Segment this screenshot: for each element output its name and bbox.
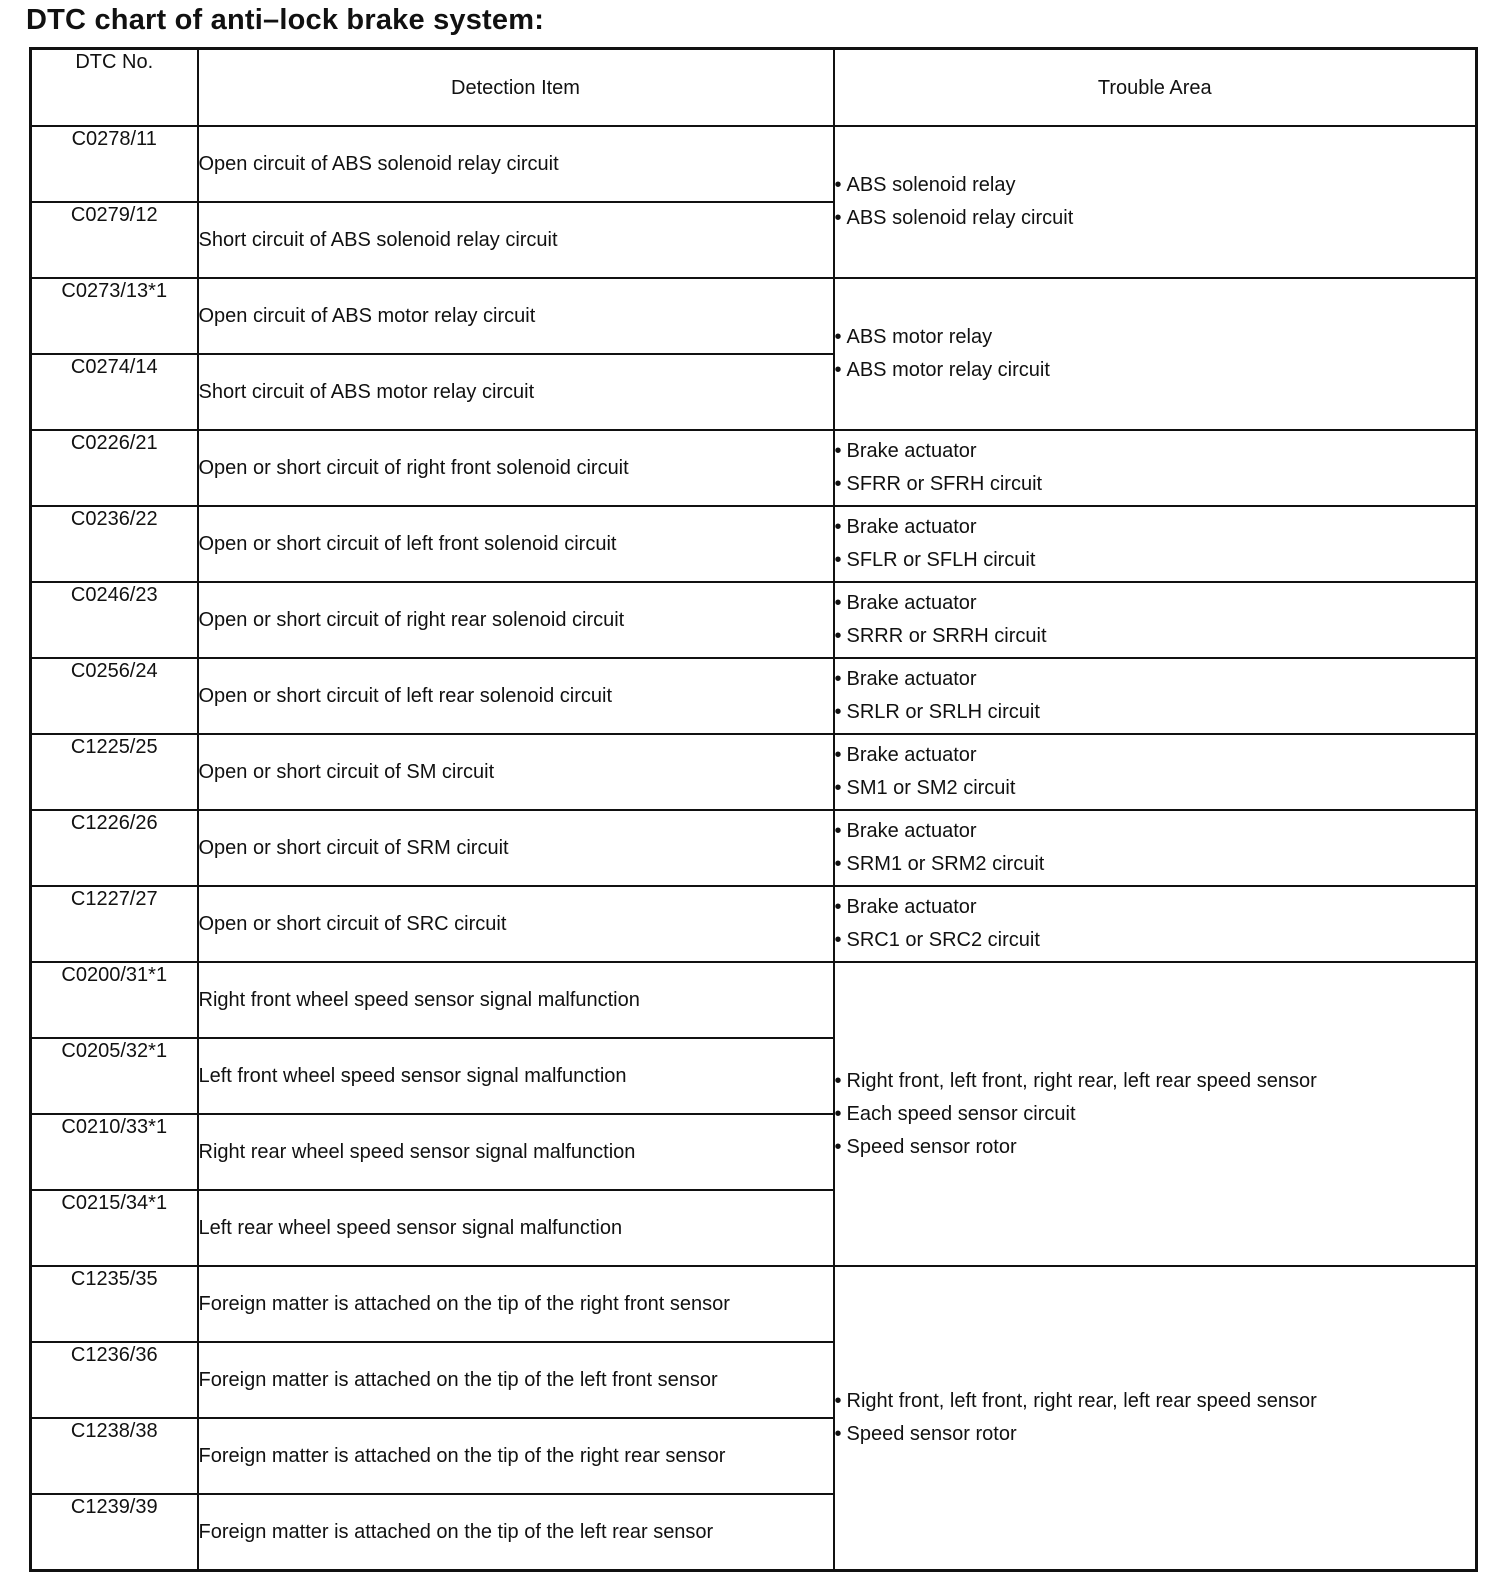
bullet-icon: • [834, 1423, 842, 1445]
trouble-area-line: • ABS motor relay [835, 321, 1476, 354]
bullet-icon: • [834, 207, 842, 229]
trouble-area-line: • SRM1 or SRM2 circuit [835, 848, 1476, 881]
header-trouble-area: Trouble Area [834, 49, 1477, 127]
bullet-icon: • [834, 701, 842, 723]
trouble-area-line: • ABS solenoid relay circuit [835, 202, 1476, 235]
table-row [31, 506, 1477, 582]
bullet-icon: • [834, 777, 842, 799]
table-row [31, 810, 1477, 886]
detection-item: Foreign matter is attached on the tip of the right rear sensor [198, 1418, 834, 1494]
detection-item: Open or short circuit of SRC circuit [198, 886, 834, 962]
trouble-area-line: • Brake actuator [835, 891, 1476, 924]
dtc-code: C0236/22 [31, 506, 198, 582]
detection-item: Open circuit of ABS motor relay circuit [198, 278, 834, 354]
trouble-area [834, 1266, 1477, 1571]
table-row [31, 126, 1477, 202]
trouble-area-line: • Brake actuator [835, 511, 1476, 544]
dtc-code: C0226/21 [31, 430, 198, 506]
detection-item: Right front wheel speed sensor signal malfunction [198, 962, 834, 1038]
detection-item: Short circuit of ABS motor relay circuit [198, 354, 834, 430]
trouble-area-line: • Brake actuator [835, 739, 1476, 772]
bullet-icon: • [834, 668, 842, 690]
bullet-icon: • [834, 820, 842, 842]
bullet-icon: • [834, 1135, 842, 1158]
bullet-icon: • [834, 440, 842, 462]
trouble-area-line: • Brake actuator [835, 587, 1476, 620]
table-row [31, 430, 1477, 506]
dtc-code: C0205/32*1 [31, 1038, 198, 1114]
trouble-area-line: • SFLR or SFLH circuit [835, 544, 1476, 577]
detection-item: Open or short circuit of right front solenoid circuit [198, 430, 834, 506]
dtc-code: C1227/27 [31, 886, 198, 962]
table-row [31, 658, 1477, 734]
detection-item: Open circuit of ABS solenoid relay circuit [198, 126, 834, 202]
bullet-icon: • [834, 1390, 842, 1412]
header-detection-item: Detection Item [198, 49, 834, 127]
bullet-icon: • [834, 853, 842, 875]
trouble-area-line: • ABS motor relay circuit [835, 354, 1476, 387]
table-row [31, 734, 1477, 810]
dtc-code: C1236/36 [31, 1342, 198, 1418]
trouble-area [834, 278, 1477, 430]
bullet-icon: • [834, 1069, 842, 1092]
trouble-area [834, 886, 1477, 962]
dtc-code: C0210/33*1 [31, 1114, 198, 1190]
trouble-area-line: • SRLR or SRLH circuit [835, 696, 1476, 729]
dtc-code: C0273/13*1 [31, 278, 198, 354]
table-row [31, 278, 1477, 354]
trouble-area-line: • SFRR or SFRH circuit [835, 468, 1476, 501]
detection-item: Open or short circuit of left rear solenoid circuit [198, 658, 834, 734]
detection-item: Open or short circuit of SM circuit [198, 734, 834, 810]
dtc-code: C0279/12 [31, 202, 198, 278]
trouble-area-line: • Brake actuator [835, 663, 1476, 696]
dtc-code: C1235/35 [31, 1266, 198, 1342]
trouble-area-line: • Each speed sensor circuit [835, 1098, 1476, 1131]
header-dtc-no: DTC No. [31, 49, 198, 127]
detection-item: Foreign matter is attached on the tip of the left rear sensor [198, 1494, 834, 1571]
trouble-area-line: • Right front, left front, right rear, left rear speed sensor [835, 1385, 1476, 1418]
trouble-area-line: • SRRR or SRRH circuit [835, 620, 1476, 653]
bullet-icon: • [834, 625, 842, 647]
trouble-area [834, 658, 1477, 734]
trouble-area-line: • SRC1 or SRC2 circuit [835, 924, 1476, 957]
dtc-code: C1238/38 [31, 1418, 198, 1494]
bullet-icon: • [834, 744, 842, 766]
trouble-area [834, 810, 1477, 886]
trouble-area [834, 962, 1477, 1266]
trouble-area [834, 582, 1477, 658]
bullet-icon: • [834, 896, 842, 918]
table-row [31, 886, 1477, 962]
table-row [31, 1266, 1477, 1342]
detection-item: Open or short circuit of SRM circuit [198, 810, 834, 886]
dtc-code: C0215/34*1 [31, 1190, 198, 1266]
dtc-code: C1225/25 [31, 734, 198, 810]
trouble-area-line: • Speed sensor rotor [835, 1418, 1476, 1451]
dtc-table [29, 47, 1478, 1572]
bullet-icon: • [834, 326, 842, 348]
dtc-code: C0246/23 [31, 582, 198, 658]
bullet-icon: • [834, 174, 842, 196]
trouble-area-line: • Brake actuator [835, 815, 1476, 848]
detection-item: Left front wheel speed sensor signal malfunction [198, 1038, 834, 1114]
detection-item: Open or short circuit of right rear solenoid circuit [198, 582, 834, 658]
dtc-code: C1226/26 [31, 810, 198, 886]
detection-item: Foreign matter is attached on the tip of the right front sensor [198, 1266, 834, 1342]
bullet-icon: • [834, 929, 842, 951]
detection-item: Short circuit of ABS solenoid relay circuit [198, 202, 834, 278]
trouble-area-line: • Right front, left front, right rear, left rear speed sensor [835, 1065, 1476, 1098]
trouble-area-line: • ABS solenoid relay [835, 169, 1476, 202]
bullet-icon: • [834, 549, 842, 571]
dtc-code: C1239/39 [31, 1494, 198, 1571]
table-row [31, 582, 1477, 658]
dtc-code: C0278/11 [31, 126, 198, 202]
detection-item: Foreign matter is attached on the tip of the left front sensor [198, 1342, 834, 1418]
trouble-area-line: • Speed sensor rotor [835, 1131, 1476, 1164]
detection-item: Open or short circuit of left front solenoid circuit [198, 506, 834, 582]
dtc-code: C0274/14 [31, 354, 198, 430]
trouble-area-line: • SM1 or SM2 circuit [835, 772, 1476, 805]
bullet-icon: • [834, 359, 842, 381]
trouble-area-line: • Brake actuator [835, 435, 1476, 468]
trouble-area [834, 506, 1477, 582]
bullet-icon: • [834, 516, 842, 538]
trouble-area [834, 430, 1477, 506]
bullet-icon: • [834, 592, 842, 614]
trouble-area [834, 126, 1477, 278]
header-row [31, 49, 1477, 127]
page-title: DTC chart of anti–lock brake system: [26, 4, 545, 36]
dtc-code: C0200/31*1 [31, 962, 198, 1038]
table-row [31, 962, 1477, 1038]
bullet-icon: • [834, 473, 842, 495]
trouble-area [834, 734, 1477, 810]
detection-item: Right rear wheel speed sensor signal malfunction [198, 1114, 834, 1190]
bullet-icon: • [834, 1102, 842, 1125]
dtc-code: C0256/24 [31, 658, 198, 734]
detection-item: Left rear wheel speed sensor signal malfunction [198, 1190, 834, 1266]
